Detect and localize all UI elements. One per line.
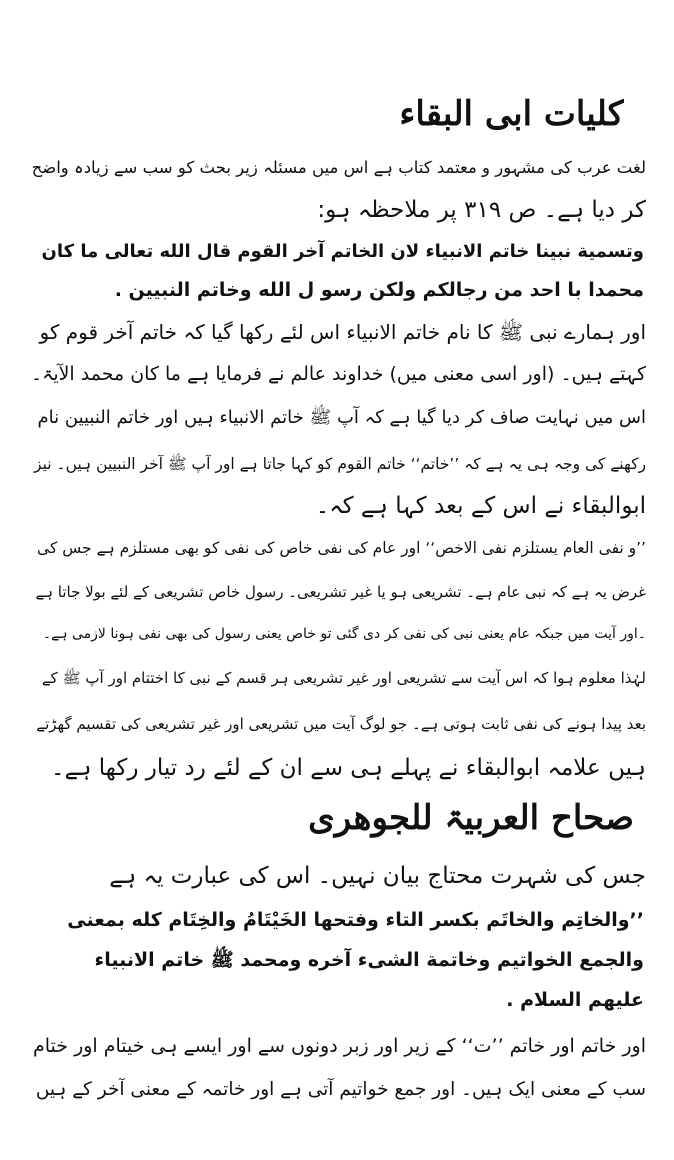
intro-text-line: لغت عرب کی مشہور و معتمد کتاب ہے اس میں مسئلہ زیر بحث کو سب سے زیادہ واضح <box>31 158 646 177</box>
translation-line: اور خاتم اور خاتم ’’ت‘‘ کے زیر اور زبر دونوں سے اور ایسے ہی خیتام اور ختام <box>33 1035 646 1057</box>
paragraph-line: غرض یہ ہے کہ نبی عام ہے۔ تشریعی ہو یا غیر تشریعی۔ رسول خاص تشریعی کے لئے بولا جاتا ہے <box>35 583 646 601</box>
translation-line: اور ہمارے نبی ﷺ کا نام خاتم الانبیاء اس لئے رکھا گیا کہ خاتم آخر قوم کو <box>39 320 646 344</box>
paragraph-line: لہٰذا معلوم ہوا کہ اس آیت سے تشریعی اور غیر تشریعی ہر قسم کے نبی کا اختتام اور آپ ﷺ کے <box>41 669 646 687</box>
paragraph-line: بعد پیدا ہونے کی نفی ثابت ہوتی ہے۔ جو لوگ آیت میں تشریعی اور غیر تشریعی کی تقسیم گھڑتے <box>36 715 646 733</box>
section-heading-sihah: صحاح العربیۃ للجوھری <box>308 798 634 838</box>
arabic-quote-line: والجمع الخواتيم وخاتمة الشىء آخره ومحمد ﷺ خاتم الانبياء <box>94 949 644 971</box>
paragraph-line: اس میں نہایت صاف کر دیا گیا ہے کہ آپ ﷺ خاتم الانبیاء ہیں اور خاتم النبیین نام <box>37 407 646 428</box>
translation-line: کہتے ہیں۔ (اور اسی معنی میں) خداوند عالم نے فرمایا ہے ما کان محمد الآیۃ۔ <box>31 363 646 385</box>
paragraph-line: ہیں علامہ ابوالبقاء نے پہلے ہی سے ان کے لئے رد تیار رکھا ہے۔ <box>51 755 646 781</box>
paragraph-line: ۔اور آیت میں جبکہ عام یعنی نبی کی نفی کر دی گئی تو خاص یعنی رسول کی بھی نفی ہونا لازمی ہے۔ <box>42 626 646 642</box>
paragraph-line: رکھنے کی وجہ ہی یہ ہے کہ ’’خاتم‘‘ خاتم القوم کو کہا جاتا ہے اور آپ ﷺ آخر النبیین ہیں۔ نیز <box>34 455 646 473</box>
paragraph-line: ’’و نفى العام يستلزم نفى الاخص‘‘ اور عام کی نفی خاص کی نفی کو بھی مستلزم ہے جس کی <box>37 539 646 557</box>
section-heading-kulliyat: کلیات ابی البقاء <box>399 94 624 134</box>
arabic-quote-line: محمدا با احد من رجالكم ولكن رسو ل الله وخاتم النبيين . <box>114 279 644 301</box>
arabic-quote-line: وتسمية نبينا خاتم الانبياء لان الخاتم آخر القوم قال الله تعالى ما كان <box>41 241 644 262</box>
intro-text-line: کر دیا ہے۔ ص ۳۱۹ پر ملاحظہ ہو: <box>317 197 646 223</box>
translation-line: سب کے معنی ایک ہیں۔ اور جمع خواتیم آتی ہے اور خاتمہ کے معنی آخر کے ہیں <box>35 1079 646 1100</box>
paragraph-line: جس کی شہرت محتاج بیان نہیں۔ اس کی عبارت یہ ہے <box>109 863 646 889</box>
paragraph-line: ابوالبقاء نے اس کے بعد کہا ہے کہ۔ <box>315 493 646 519</box>
arabic-quote-line: عليهم السلام . <box>506 989 644 1011</box>
arabic-quote-line: ’’والخاتِم والخاتَم بكسر التاء وفتحها الخَيْتَامُ والخِتَام كله بمعنى <box>67 909 644 931</box>
